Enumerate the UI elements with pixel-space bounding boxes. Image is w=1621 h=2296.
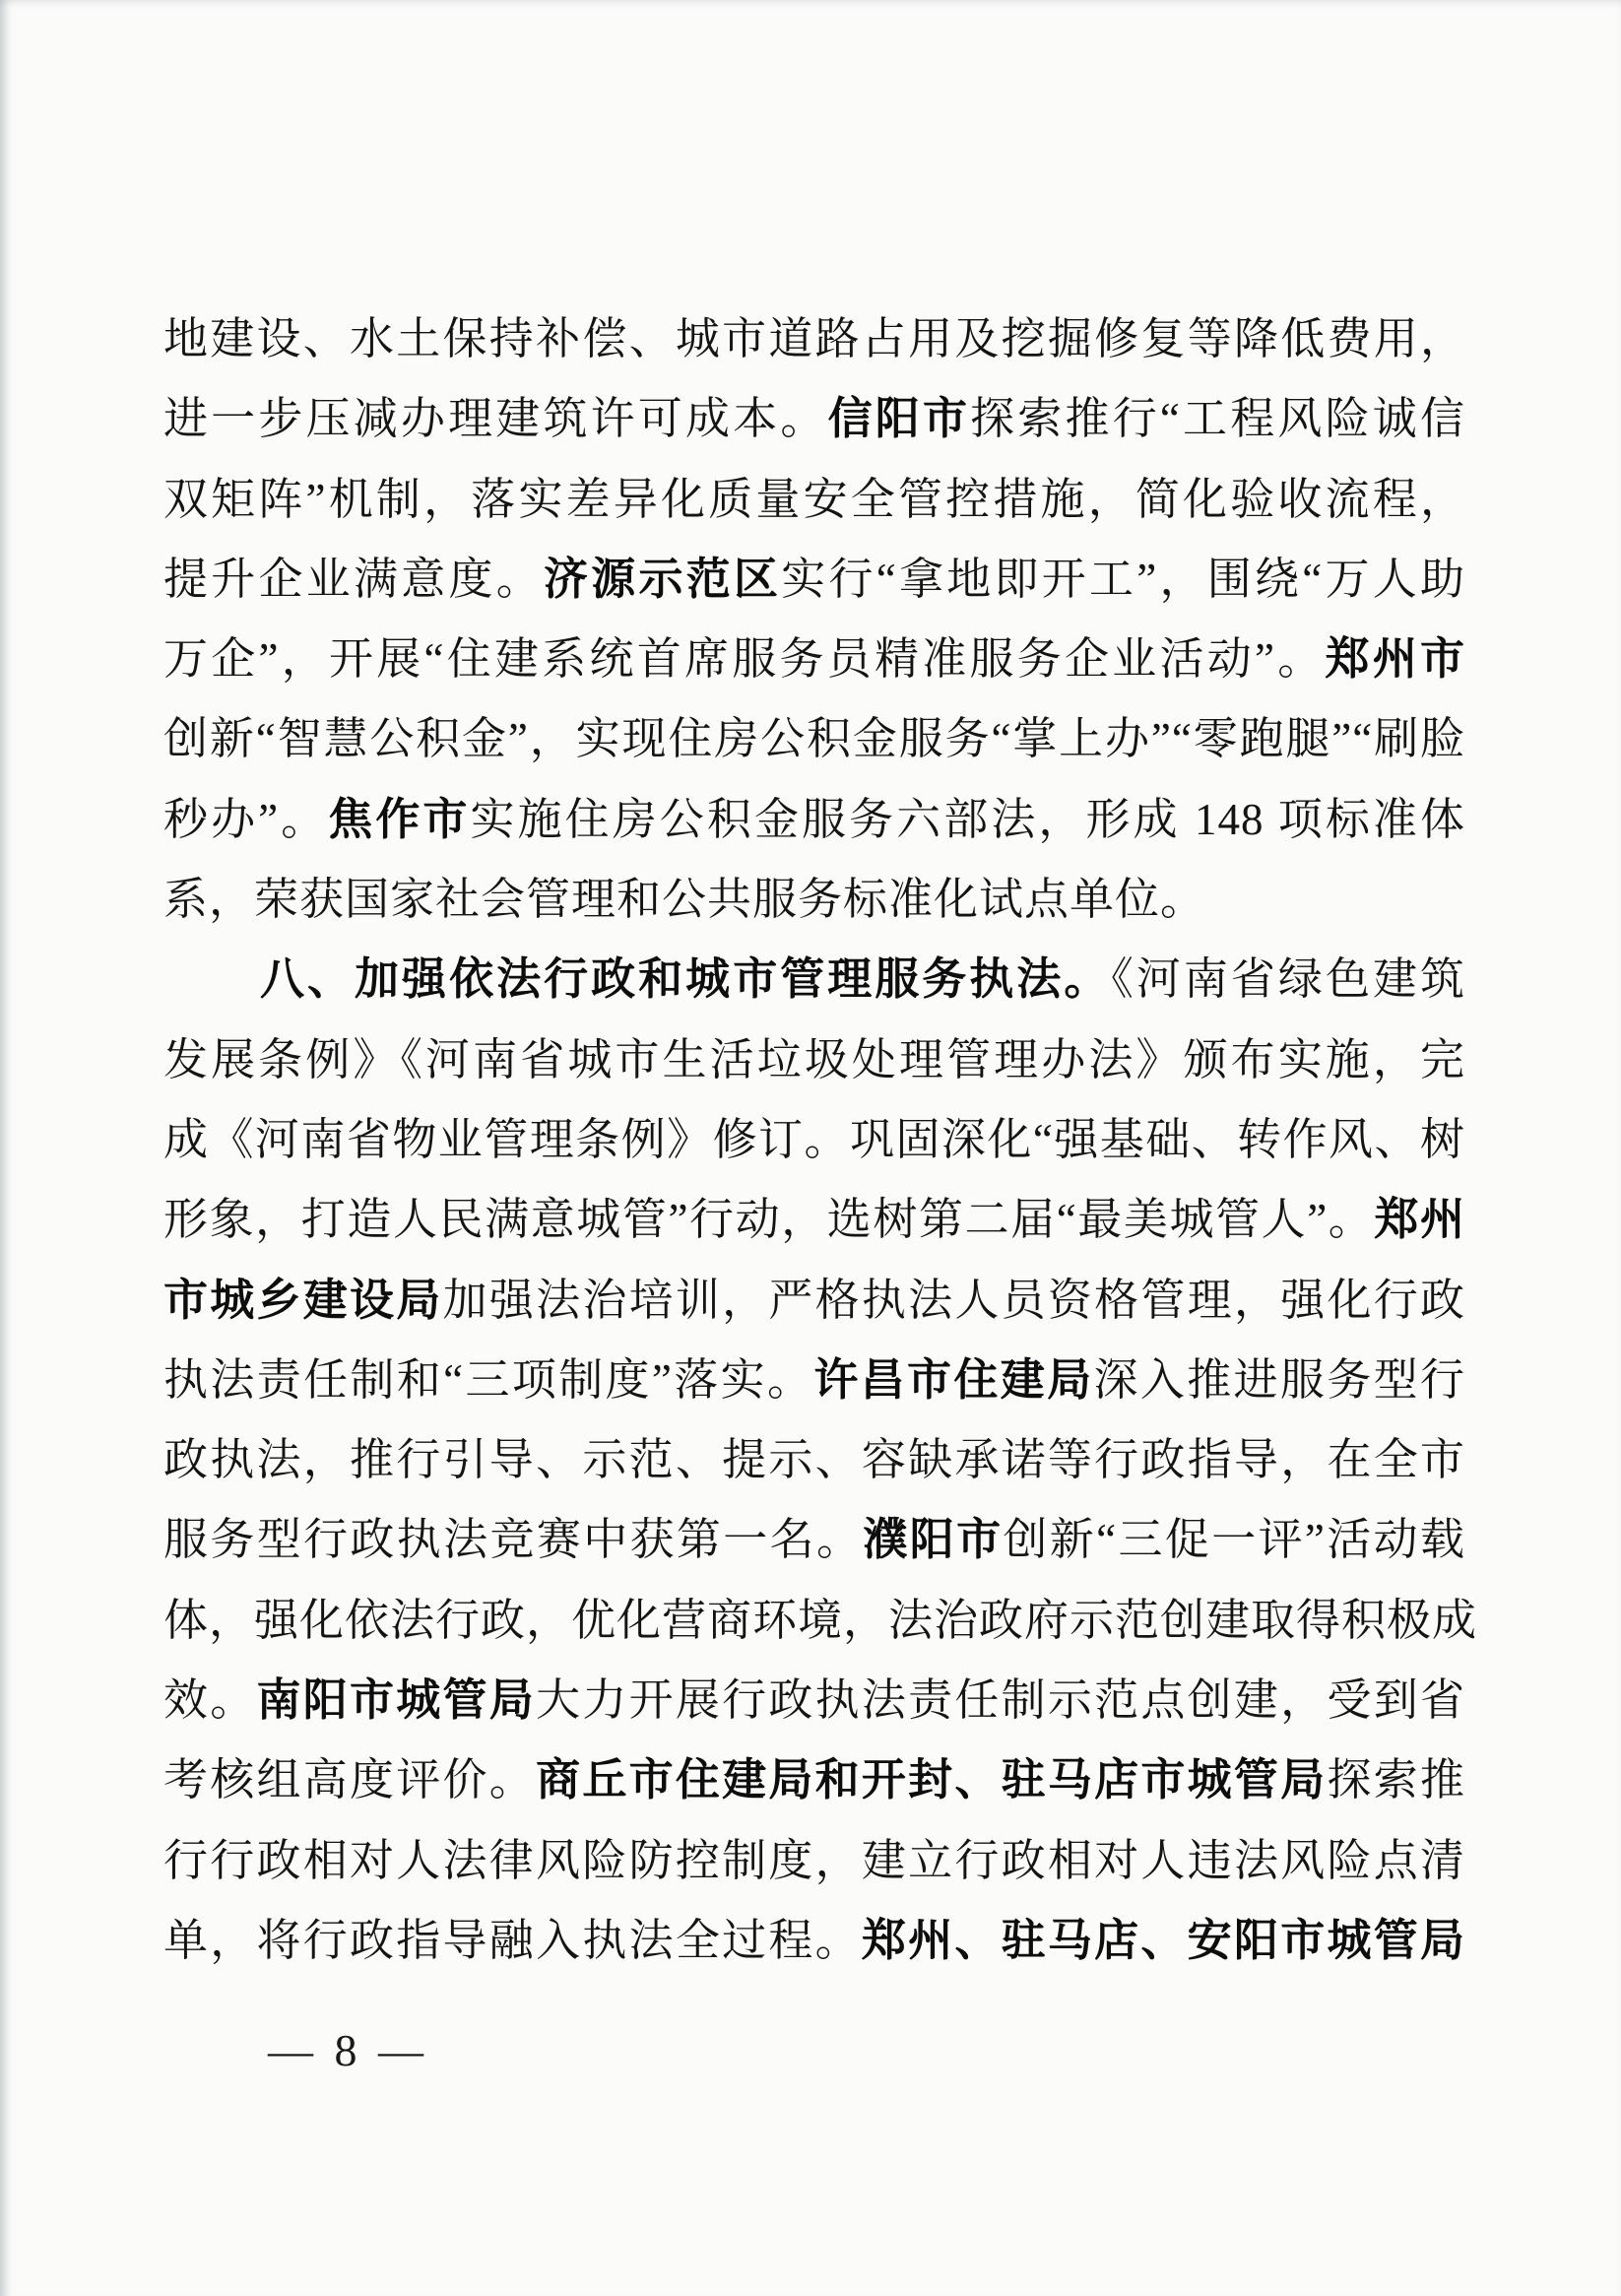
text-line [163, 379, 1465, 459]
plain-text: 形象，打造人民满意城管”行动，选树第二届“最美城管人”。 [163, 1195, 1375, 1245]
plain-text: 执法责任制和“三项制度”落实。 [163, 1354, 814, 1405]
plain-text: 深入推进服务型行 [1093, 1354, 1465, 1405]
plain-text: 行行政相对人法律风险防控制度，建立行政相对人违法风险点清 [163, 1835, 1465, 1885]
text-line [163, 1740, 1465, 1820]
emphasized-text: 南阳市城管局 [256, 1675, 537, 1726]
text-line [163, 1901, 1465, 1981]
body-text [163, 299, 1478, 1981]
text-line [163, 1180, 1465, 1260]
plain-text: 服务型行政执法竞赛中获第一名。 [163, 1515, 864, 1565]
text-line [163, 780, 1465, 860]
plain-text: 进一步压减办理建筑许可成本。 [163, 394, 828, 444]
emphasized-text: 郑州、驻马店、安阳市城管局 [861, 1915, 1465, 1965]
plain-text: 大力开展行政执法责任制示范点创建，受到省 [536, 1675, 1465, 1726]
text-line [163, 620, 1465, 699]
emphasized-text: 濮阳市 [863, 1515, 1004, 1565]
text-line [163, 1261, 1465, 1341]
plain-text: 万企”，开展“住建系统首席服务员精准服务企业活动”。 [163, 634, 1326, 685]
emphasized-text: 市城乡建设局 [163, 1275, 443, 1325]
emphasized-text: 八、加强依法行政和城市管理服务执法。 [260, 954, 1112, 1005]
plain-text: 双矩阵”机制，落实差异化质量安全管控措施，简化验收流程， [163, 474, 1465, 524]
text-line [163, 1341, 1465, 1420]
plain-text: 地建设、水土保持补偿、城市道路占用及挖掘修复等降低费用， [163, 314, 1465, 363]
plain-text: 政执法，推行引导、示范、提示、容缺承诺等行政指导，在全市 [163, 1435, 1465, 1485]
text-line [163, 860, 1465, 940]
page-number: — 8 — [268, 2025, 423, 2075]
plain-text: 效。 [163, 1675, 257, 1726]
plain-text: 考核组高度评价。 [163, 1755, 537, 1805]
plain-text: 系，荣获国家社会管理和公共服务标准化试点单位。 [163, 875, 1206, 925]
plain-text: 实行“拿地即开工”，围绕“万人助 [781, 554, 1465, 604]
plain-text: 加强法治培训，严格执法人员资格管理，强化行政 [442, 1275, 1465, 1325]
text-line [163, 460, 1465, 540]
text-line [163, 1821, 1465, 1901]
text-line [163, 299, 1465, 379]
plain-text: 发展条例》《河南省城市生活垃圾处理管理办法》颁布实施，完 [163, 1034, 1465, 1084]
emphasized-text: 济源示范区 [544, 554, 782, 604]
text-line [163, 940, 1465, 1019]
text-line [163, 1500, 1465, 1580]
text-line [163, 1020, 1465, 1100]
emphasized-text: 郑州 [1374, 1195, 1465, 1245]
plain-text: 《河南省绿色建筑 [1111, 954, 1465, 1005]
plain-text: 创新“智慧公积金”，实现住房公积金服务“掌上办”“零跑腿”“刷脸 [163, 714, 1465, 764]
plain-text: 提升企业满意度。 [163, 554, 545, 604]
plain-text: 探索推行“工程风险诚信 [970, 394, 1465, 444]
emphasized-text: 信阳市 [827, 394, 971, 444]
plain-text: 创新“三促一评”活动载 [1003, 1515, 1465, 1565]
plain-text: 探索推 [1327, 1755, 1465, 1805]
text-line [163, 1661, 1465, 1740]
text-line [163, 1581, 1478, 1661]
emphasized-text: 许昌市住建局 [813, 1354, 1094, 1405]
text-line [163, 699, 1465, 779]
plain-text: 成《河南省物业管理条例》修订。巩固深化“强基础、转作风、树 [163, 1114, 1465, 1164]
plain-text: 秒办”。 [163, 794, 329, 844]
text-line [163, 1100, 1465, 1180]
plain-text: 单，将行政指导融入执法全过程。 [163, 1915, 862, 1965]
text-line [163, 1420, 1465, 1500]
text-line [163, 540, 1465, 620]
emphasized-text: 郑州市 [1325, 634, 1465, 685]
emphasized-text: 焦作市 [328, 794, 471, 844]
emphasized-text: 商丘市住建局和开封、驻马店市城管局 [536, 1755, 1328, 1805]
plain-text: 实施住房公积金服务六部法，形成 148 项标准体 [470, 794, 1465, 844]
plain-text: 体，强化依法行政，优化营商环境，法治政府示范创建取得积极成 [163, 1595, 1478, 1645]
